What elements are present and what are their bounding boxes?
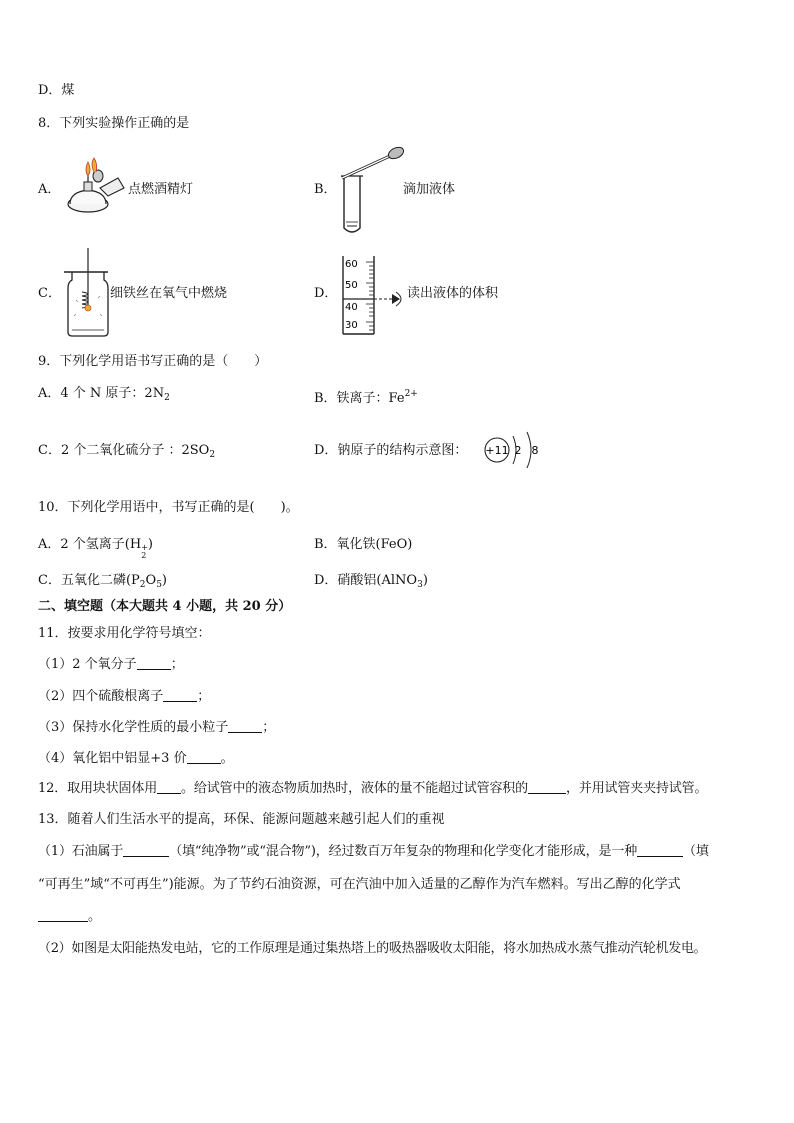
q10-stem: 10．下列化学用语中，书写正确的是( )。: [38, 500, 299, 515]
q9-option-b: [314, 385, 418, 408]
answer-blank[interactable]: [163, 689, 197, 702]
q10-option-c-pre: C．五氧化二磷(P: [38, 573, 140, 588]
q8-option-a-text: 点燃酒精灯: [128, 182, 194, 197]
q11-part-3-text: （3）保持水化学性质的最小粒子: [38, 720, 229, 735]
cylinder-tick-label: 40: [345, 302, 358, 313]
graduated-cylinder-reading-figure: [340, 254, 408, 338]
cylinder-tick-label: 50: [345, 280, 358, 291]
cylinder-tick-label: 30: [345, 320, 358, 331]
answer-blank[interactable]: [637, 844, 683, 857]
q8-option-a-letter: A．: [38, 182, 61, 197]
punct: 。: [88, 909, 102, 924]
alcohol-lamp-lighting-figure: [60, 158, 130, 218]
q11-part-1-text: （1）2 个氧分子: [38, 657, 137, 672]
q8-option-b-text: 滴加液体: [403, 182, 456, 197]
q13-stem: 13．随着人们生活水平的提高，环保、能源问题越来越引起人们的重视: [38, 812, 445, 827]
punct: ；: [262, 720, 276, 735]
superscript: +: [141, 543, 148, 552]
answer-blank[interactable]: [157, 781, 181, 794]
answer-blank[interactable]: [528, 781, 566, 794]
punct: ；: [197, 689, 211, 704]
section-heading: 二、填空题（本大题共 4 小题，共 20 分）: [38, 599, 292, 614]
shell-electron-count: 8: [531, 444, 539, 457]
nucleus-charge-label: +11: [485, 444, 509, 457]
punct: 。: [220, 751, 234, 766]
q10-option-c-post: ): [161, 573, 167, 588]
superscript: 2+: [404, 389, 418, 399]
subscript: 3: [417, 580, 423, 590]
q11-part-2-text: （2）四个硫酸根离子: [38, 689, 164, 704]
q9-option-a-text: A．4 个 N 原子：2N: [38, 386, 165, 401]
q7-option-d: D．煤: [38, 83, 75, 98]
q10-option-a-pre: A．2 个氢离子(: [38, 537, 130, 552]
shell-electron-count: 2: [514, 444, 522, 457]
answer-blank[interactable]: [228, 720, 262, 733]
q8-option-c-letter: C．: [38, 286, 61, 301]
q11-stem: 11．按要求用化学符号填空：: [38, 626, 211, 641]
q13-part-1-line-1: [38, 843, 709, 861]
q10-option-d-pre: D．硝酸铝(AlNO: [314, 573, 418, 588]
q11-part-2: [38, 688, 210, 706]
q8-stem: 8．下列实验操作正确的是: [38, 116, 190, 131]
q13-part-1-text-a: （1）石油属于: [38, 844, 124, 859]
q13-part-1-text-c: （填: [683, 844, 709, 859]
subscript: 2: [141, 551, 147, 560]
q9-option-c: [38, 442, 215, 464]
dropper-test-tube-figure: [338, 146, 412, 238]
q8-option-c-text: 细铁丝在氧气中燃烧: [110, 286, 228, 301]
q11-part-1: [38, 656, 184, 674]
q12: [38, 780, 707, 798]
answer-blank[interactable]: [187, 751, 221, 764]
q10-option-a: [38, 536, 153, 560]
q11-part-3: [38, 719, 275, 737]
cylinder-tick-label: 60: [345, 259, 358, 270]
q9-option-c-text: C．2 个二氧化硫分子 ：2SO: [38, 443, 210, 458]
q10-option-a-post: ): [147, 537, 153, 552]
q10-option-c-mid: O: [145, 573, 157, 588]
sodium-atom-structure-diagram: [483, 430, 543, 472]
q13-part-2: （2）如图是太阳能热发电站，它的工作原理是通过集热塔上的吸热器吸收太阳能，将水加热成水蒸气推动汽轮机发电。: [38, 941, 707, 956]
q13-part-1-text-b: （填“纯净物”或“混合物”)，经过数百万年复杂的物理和化学变化才能形成，是一种: [169, 844, 638, 859]
subscript: 5: [156, 580, 162, 590]
q10-option-c: [38, 572, 167, 594]
q8-option-b-letter: B．: [314, 182, 337, 197]
q8-option-d-letter: D．: [314, 286, 338, 301]
q9-option-b-text: B．铁离子：Fe: [314, 391, 405, 406]
q12-text-3: ，并用试管夹夹持试管。: [566, 781, 708, 796]
formula: H: [129, 537, 142, 552]
q10-option-d: [314, 572, 428, 594]
q13-part-1-line-2: “可再生”域“不可再生”)能源。为了节约石油资源，可在汽油中加入适量的乙醇作为汽车燃料。写出乙醇的化学式: [38, 877, 681, 892]
q9-stem: 9．下列化学用语书写正确的是（ ）: [38, 354, 268, 369]
q10-option-d-post: ): [422, 573, 428, 588]
punct: ；: [170, 657, 184, 672]
answer-blank[interactable]: [123, 844, 169, 857]
q9-option-a: [38, 385, 170, 407]
q13-part-1-line-3: [38, 908, 101, 926]
subscript: 2: [209, 450, 216, 460]
q8-option-d-text: 读出液体的体积: [407, 286, 499, 301]
q12-text-1: 12．取用块状固体用: [38, 781, 158, 796]
q9-option-d-text: D．钠原子的结构示意图：: [314, 443, 468, 458]
q11-part-4-text: （4）氧化铝中铝显+3 价: [38, 751, 187, 766]
subscript: 2: [164, 393, 170, 403]
answer-blank[interactable]: [38, 909, 88, 922]
subscript: 2: [139, 580, 146, 590]
q11-part-4: [38, 750, 234, 768]
formula-scripts: [141, 544, 148, 560]
q10-option-b: B．氧化铁(FeO): [314, 537, 413, 552]
q12-text-2: 。给试管中的液态物质加热时，液体的量不能超过试管容积的: [181, 781, 528, 796]
answer-blank[interactable]: [137, 657, 171, 670]
